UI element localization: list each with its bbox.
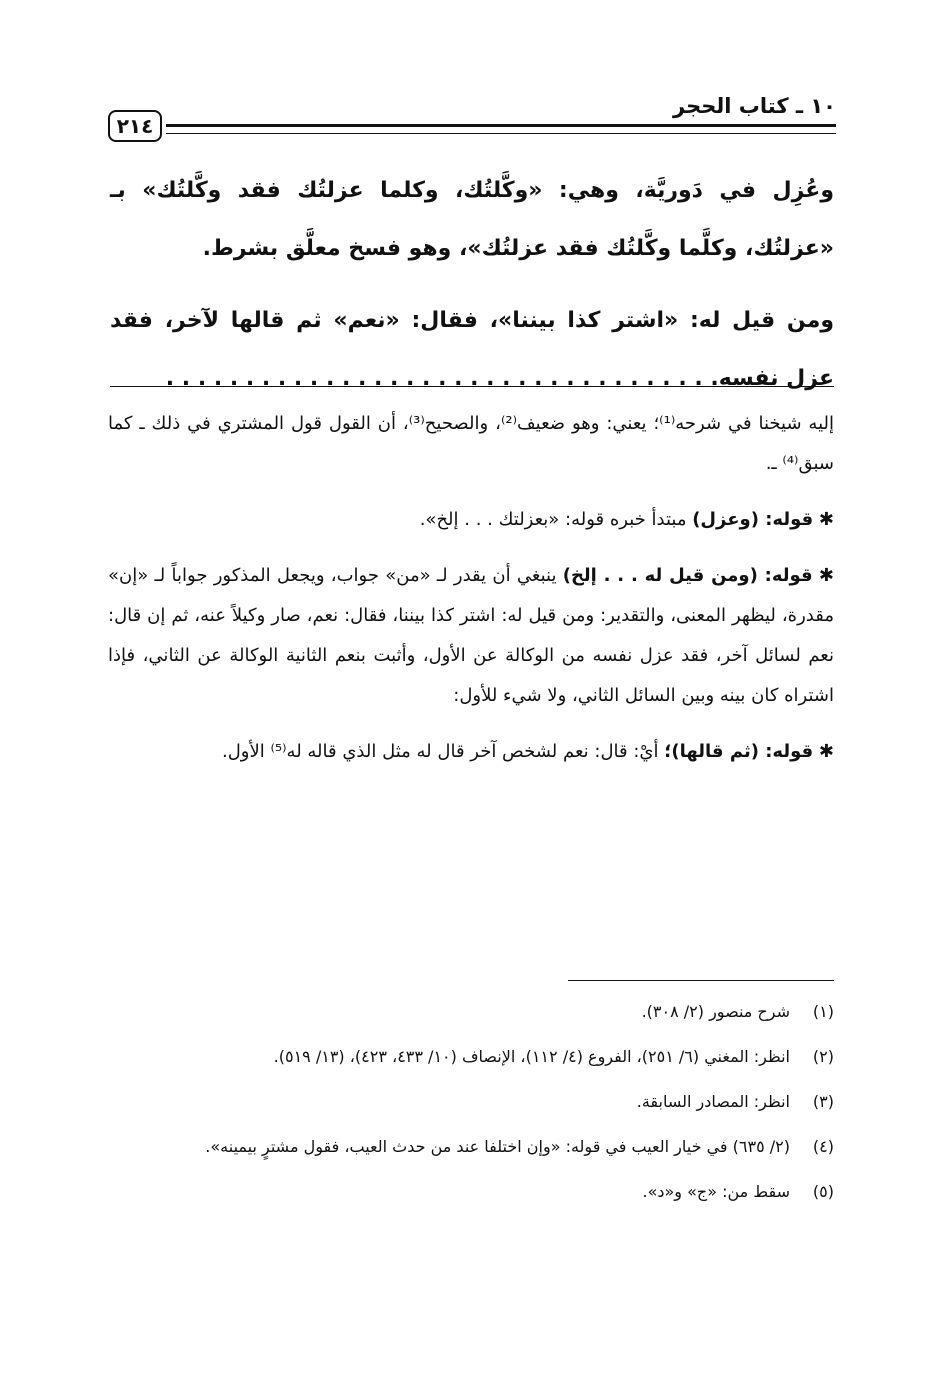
quoted-lemma: قوله: (وعزل) xyxy=(692,509,814,530)
footnote-number: (٤) xyxy=(812,1137,834,1156)
footnote-text: سقط من: «ج» و«د». xyxy=(642,1182,790,1201)
star-marker: ✱ xyxy=(818,565,834,586)
commentary-body: أيْ: قال: نعم لشخص آخر قال له مثل الذي قاله له⁽⁵⁾ الأول. xyxy=(222,741,659,762)
footnote xyxy=(106,1176,834,1208)
footnote xyxy=(106,1041,834,1073)
chapter-title: ١٠ ـ كتاب الحجر xyxy=(673,94,836,118)
footnotes xyxy=(106,996,834,1221)
footnote-number: (٢) xyxy=(812,1047,834,1066)
commentary-body: ينبغي أن يقدر لـ «من» جواب، ويجعل المذكور جواباً لـ «إن» مقدرة، ليظهر المعنى، والتقدير: ومن قيل له: اشتر كذا بيننا، فقال: نعم، صار وكيلاً عنه، ثم إن قال: نعم لسائل آخر، فقد عزل نفسه من الوكالة عن الأول، وأثبت بنعم الثانية الوكالة عن الثاني، فإذا اشتراه كان بينه وبين السائل الثاني، ولا شيء للأول: xyxy=(108,565,834,706)
footnote-number: (٥) xyxy=(812,1182,834,1201)
footnote xyxy=(106,1086,834,1118)
commentary-paragraph xyxy=(108,500,834,540)
footnote-divider xyxy=(568,980,834,981)
footnote-number: (١) xyxy=(812,1002,834,1021)
quoted-lemma: قوله: (ومن قيل له . . . إلخ) xyxy=(562,565,813,586)
matn-paragraph: وعُزِل في دَوريَّة، وهي: «وكَّلتُك، وكلما عزلتُك فقد وكَّلتُك» بـ «عزلتُك، وكلَّما وكَّلتُك فقد عزلتُك»، وهو فسخ معلَّق بشرط. xyxy=(110,178,834,261)
footnote-text: شرح منصور (٢/ ٣٠٨). xyxy=(641,1002,790,1021)
page-number: ٢١٤ xyxy=(108,110,162,142)
matn-text xyxy=(110,162,834,408)
footnote-number: (٣) xyxy=(812,1092,834,1111)
header-double-rule xyxy=(166,124,836,134)
star-marker: ✱ xyxy=(818,509,834,530)
matn-divider xyxy=(110,386,834,387)
commentary-paragraph xyxy=(108,556,834,716)
footnote-text: انظر: المصادر السابقة. xyxy=(636,1092,790,1111)
footnote xyxy=(106,1131,834,1163)
commentary-body: مبتدأ خبره قوله: «بعزلتك . . . إلخ». xyxy=(419,509,687,530)
page-header xyxy=(108,88,836,148)
quoted-lemma: قوله: (ثم قالها)؛ xyxy=(664,741,814,762)
commentary-paragraph xyxy=(108,732,834,772)
star-marker: ✱ xyxy=(818,741,834,762)
footnote-text: انظر: المغني (٦/ ٢٥١)، الفروع (٤/ ١١٢)، الإنصاف (١٠/ ٤٣٣، ٤٢٣)، (١٣/ ٥١٩). xyxy=(273,1047,790,1066)
commentary-text xyxy=(108,404,834,772)
footnote-text: (٢/ ٦٣٥) في خيار العيب في قوله: «وإن اختلفا عند من حدث العيب، فقول مشترٍ بيمينه». xyxy=(205,1137,790,1156)
footnote xyxy=(106,996,834,1028)
matn-paragraph: ومن قيل له: «اشتر كذا بيننا»، فقال: «نعم» ثم قالها لآخر، فقد عزل نفسه. . . . . . . . . . . . . . . . . . . . . . . . . . . . . . . . . . . xyxy=(110,308,834,391)
commentary-paragraph: إليه شيخنا في شرحه⁽¹⁾؛ يعني: وهو ضعيف⁽²⁾، والصحيح⁽³⁾، أن القول قول المشتري في ذلك ـ كما سبق⁽⁴⁾ ـ. xyxy=(108,413,835,474)
